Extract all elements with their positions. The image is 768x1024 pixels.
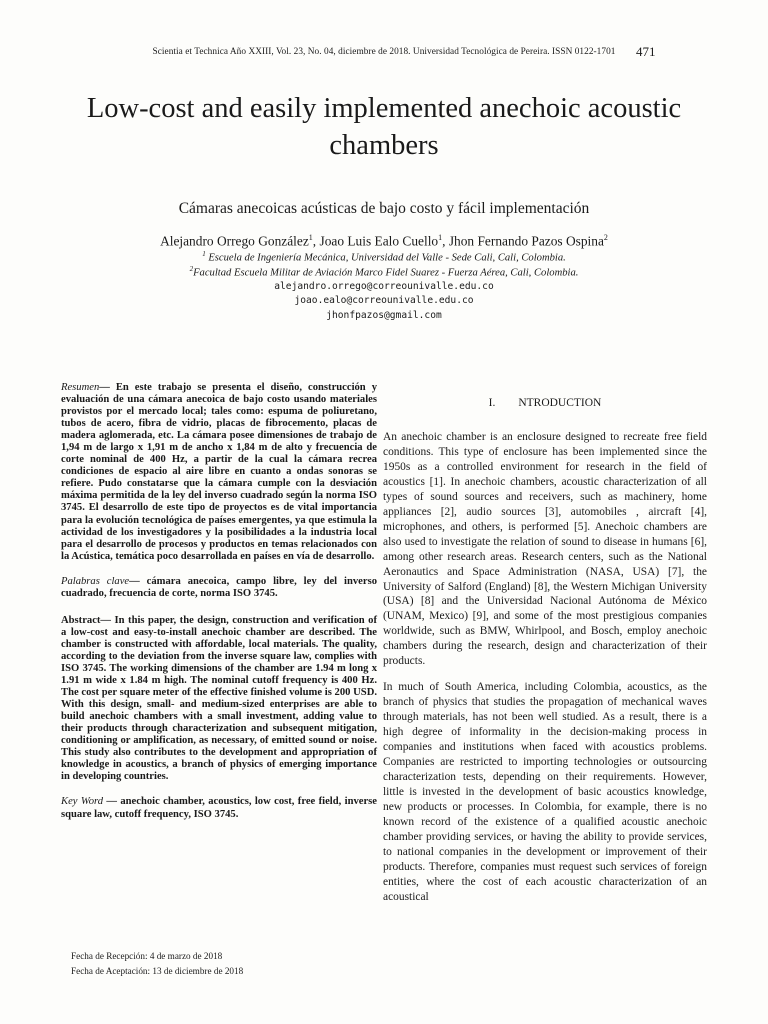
intro-paragraph: In much of South America, including Colombia, acoustics, as the branch of physics that studies the propagation of mechanical waves through materials, has not been well studied. As a result, there is a high degree of informality in the decision-making process in companies and institutions when faced with acoustics problems. Companies are restricted to importing technologies or outsourcing characterization tests, depending on their requirements. However, little is invested in the development of basic acoustics knowledge, new products or processes. In Colombia, for example, there is no known record of the existence of a qualified acoustic anechoic chamber providing services, or having the ability to provide services, to national companies in the development or improvement of their products. Therefore, companies must request such services of foreign entities, where the cost of each acoustic characterization of an acoustical bbox=[383, 681, 707, 903]
paper-title: Low-cost and easily implemented anechoic acoustic chambers bbox=[86, 93, 682, 161]
affiliation-text: Facultad Escuela Militar de Aviación Marco Fidel Suarez - Fuerza Aérea, Cali, Colombia. bbox=[193, 267, 579, 279]
page-number: 471 bbox=[636, 44, 656, 59]
received-date: Fecha de Recepción: 4 de marzo de 2018 bbox=[71, 951, 223, 961]
palabras-clave-text: — cámara anecoica, campo libre, ley del inverso cuadrado, frecuencia de corte, norma ISO 3745. bbox=[61, 575, 377, 599]
author-email: jhonfpazos@gmail.com bbox=[326, 310, 442, 321]
resumen-paragraph bbox=[61, 382, 377, 563]
introduction-column bbox=[383, 430, 707, 905]
resumen-lead: Resumen bbox=[61, 382, 100, 393]
author-email: joao.ealo@correounivalle.edu.co bbox=[294, 295, 474, 306]
journal-header: Scientia et Technica Año XXIII, Vol. 23, No. 04, diciembre de 2018. Universidad Tecnológica de Pereira. ISSN 0122-1701 bbox=[152, 47, 616, 57]
author-name: Alejandro Orrego González bbox=[160, 233, 309, 249]
affiliation-mark: 2 bbox=[189, 265, 194, 273]
author-name: Jhon Fernando Pazos Ospina bbox=[448, 233, 604, 249]
palabras-clave-paragraph bbox=[61, 576, 377, 600]
author-name: Joao Luis Ealo Cuello bbox=[319, 233, 439, 249]
author-affil-mark: 2 bbox=[603, 233, 608, 242]
accepted-date: Fecha de Aceptación: 13 de diciembre de 2018 bbox=[71, 966, 244, 976]
affiliation bbox=[84, 265, 684, 279]
keywords-text: — anechoic chamber, acoustics, low cost, free field, inverse square law, cutoff frequency, ISO 3745. bbox=[61, 796, 378, 820]
intro-paragraph: An anechoic chamber is an enclosure designed to recreate free field conditions. This type of enclosure has been implemented since the 1950s as a controlled environment for research in the field of acoustics [1]. In anechoic chambers, acoustic characterization of all types of sound sources and receivers, such as machinery, home appliances [2], audio sources [3], automobiles , aircraft [4], microphones, and others, is performed [5]. Anechoic chambers are also used to investigate the relation of sound to disease in humans [6], among other research areas. Research centers, such as the National Aeronautics and Space Administration (NASA, USA) [7], the University of Salford (England) [8], the Western Michigan University (USA) [8] and the Universidad Nacional Autónoma de México (UNAM, Mexico) [9], and some of the most prestigious companies worldwide, such as BMW, Whirlpool, and Bosch, employ anechoic chambers during the research, design and characterization of their products. bbox=[383, 431, 707, 668]
affiliation bbox=[84, 250, 684, 264]
palabras-clave-lead: Palabras clave bbox=[61, 575, 130, 587]
author-separator: , bbox=[442, 233, 449, 249]
author-separator: , bbox=[312, 233, 320, 249]
abstract-column bbox=[61, 382, 377, 821]
resumen-text: — En este trabajo se presenta el diseño, construcción y evaluación de una cámara anecoica de bajo costo usando materiales provistos por el mercado local; tales como: espuma de poliuretano, tubos de acero, fibra de vidrio, placas de fibrocemento, placas de madera aglomerada, etc. La cámara posee dimensiones de trabajo de 1,94 m de largo x 1,91 m de ancho x 1,84 m de alto y frecuencia de corte nominal de 400 Hz, a partir de la cual la cámara recrea condiciones de espacio al aire libre en cuanto a ondas sonoras se refiere. Pudo constatarse que la cámara cumple con la desviación máxima permitida de la ley del inverso cuadrado según la norma ISO 3745. El desarrollo de este tipo de proyectos es de vital importancia para la evolución tecnológica de países emergentes, ya que estimula la actividad de los investigadores y la posibilidades a la industria local para el desarrollo de procesos y productos en temas relacionados con la Acústica, temática poco desarrollada en países en vía de desarrollo. bbox=[61, 382, 377, 562]
abstract-paragraph: Abstract— In this paper, the design, construction and verification of a low-cost and easy-to-install anechoic chamber are described. The chamber is constructed with affordable, local materials. The quality, according to the deviation from the inverse square law, complies with ISO 3745. The working dimensions of the chamber are 1.94 m long x 1.91 m wide x 1.84 m high. The nominal cutoff frequency is 400 Hz. The cost per square meter of the effective finished volume is 200 USD. With this design, small- and medium-sized enterprises are able to build anechoic chambers with a small investment, adding value to their products through characterization and subsequent mitigation, conditioning or amplification, as necessary, of emitted sound or noise. This study also contributes to the development and appropriation of knowledge in acoustics, a branch of physics of emerging importance in developing countries. bbox=[61, 614, 377, 783]
author-affil-mark: 1 bbox=[308, 233, 313, 242]
affiliation-mark: 1 bbox=[202, 250, 206, 258]
author-list bbox=[84, 233, 684, 249]
author-email: alejandro.orrego@correounivalle.edu.co bbox=[274, 281, 494, 292]
keywords-paragraph bbox=[61, 796, 377, 820]
keywords-lead: Key Word bbox=[61, 796, 104, 808]
section-heading: I. NTRODUCTION bbox=[488, 397, 602, 409]
author-affil-mark: 1 bbox=[438, 233, 443, 242]
affiliation-text: Escuela de Ingeniería Mecánica, Universidad del Valle - Sede Cali, Cali, Colombia. bbox=[205, 252, 566, 264]
paper-subtitle: Cámaras anecoicas acústicas de bajo costo y fácil implementación bbox=[178, 200, 590, 217]
